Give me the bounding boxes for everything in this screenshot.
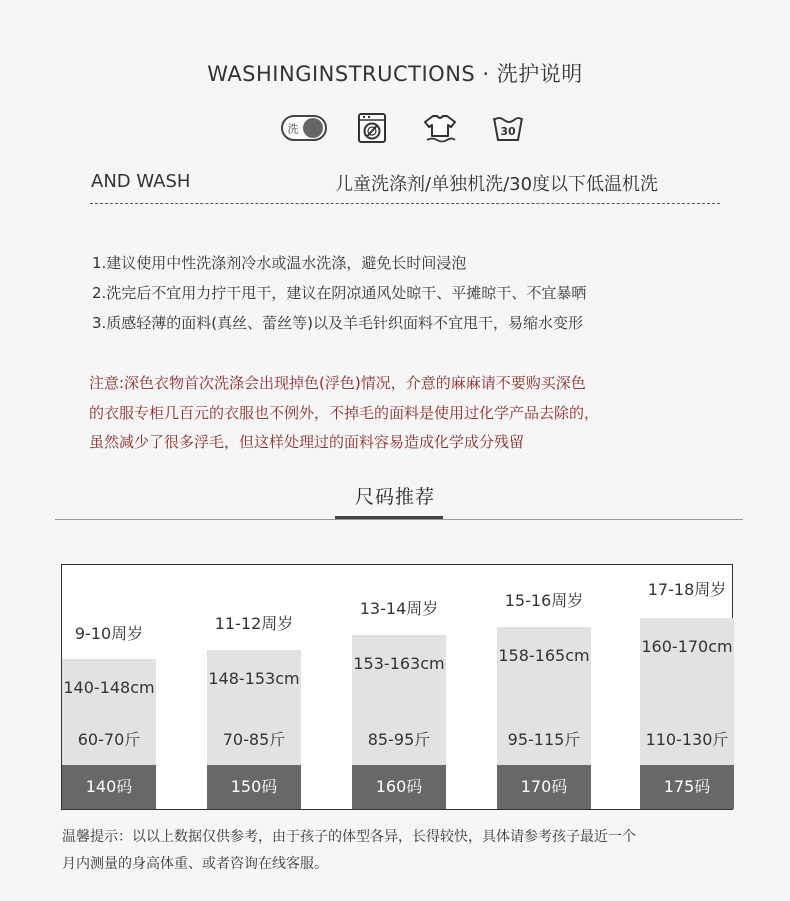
hand-wash-toggle-icon (280, 111, 328, 145)
size-column (207, 565, 301, 809)
washing-title: WASHINGINSTRUCTIONS · 洗护说明 (207, 62, 583, 86)
size-column-fill (207, 650, 301, 765)
age-label: 11-12周岁 (214, 614, 294, 633)
size-column (62, 565, 156, 809)
age-label: 17-18周岁 (647, 580, 727, 599)
wash-30-icon (484, 111, 532, 145)
size-label: 175码 (640, 765, 734, 809)
size-label: 160码 (352, 765, 446, 809)
no-wring-icon (416, 111, 464, 145)
weight-label: 85-95斤 (367, 730, 431, 749)
size-label: 170码 (497, 765, 591, 809)
weight-label: 95-115斤 (507, 730, 581, 749)
size-column-fill (640, 618, 734, 765)
size-footnote (62, 824, 636, 878)
size-column (640, 565, 734, 809)
height-label: 148-153cm (208, 669, 300, 688)
size-section-title: 尺码推荐 (354, 486, 435, 508)
weight-label: 110-130斤 (645, 730, 729, 749)
care-icons-row (280, 110, 532, 146)
tip-item: 1.建议使用中性洗涤剂冷水或温水洗涤，避免长时间浸泡 (92, 254, 467, 272)
height-label: 160-170cm (641, 637, 733, 656)
washing-machine-icon (348, 111, 396, 145)
height-label: 158-165cm (498, 646, 590, 665)
dye-notice (89, 369, 599, 458)
height-label: 140-148cm (63, 678, 155, 697)
size-chart (61, 564, 733, 810)
washing-tips (92, 248, 586, 338)
notice-line: 注意:深色衣物首次洗涤会出现掉色(浮色)情况，介意的麻麻请不要购买深色 (89, 374, 586, 392)
age-label: 15-16周岁 (504, 591, 584, 610)
notice-line: 虽然减少了很多浮毛，但这样处理过的面料容易造成化学成分残留 (89, 433, 525, 451)
footnote-line: 月内测量的身高体重、或者咨询在线客服。 (62, 856, 328, 872)
size-divider (55, 519, 743, 520)
weight-label: 70-85斤 (222, 730, 286, 749)
age-label: 9-10周岁 (74, 624, 144, 643)
tip-item: 3.质感轻薄的面料(真丝、蕾丝等)以及羊毛针织面料不宜甩干，易缩水变形 (92, 314, 584, 332)
size-label: 150码 (207, 765, 301, 809)
tip-item: 2.洗完后不宜用力拧干甩干，建议在阴凉通风处晾干、平摊晾干、不宜暴晒 (92, 284, 587, 302)
hand-wash-label: AND WASH (91, 171, 191, 192)
dashed-divider (90, 203, 720, 204)
age-label: 13-14周岁 (359, 599, 439, 618)
size-label: 140码 (62, 765, 156, 809)
size-column (497, 565, 591, 809)
wash-summary: 儿童洗涤剂/单独机洗/30度以下低温机洗 (335, 174, 659, 195)
footnote-line: 温馨提示：以以上数据仅供参考，由于孩子的体型各异，长得较快，具体请参考孩子最近一个 (62, 829, 636, 845)
wash-temp-text: 30 (500, 125, 516, 138)
size-column-fill (352, 635, 446, 765)
size-column-fill (62, 659, 156, 765)
size-column-fill (497, 627, 591, 765)
size-column (352, 565, 446, 809)
hand-wash-icon-text: 洗 (287, 122, 299, 136)
weight-label: 60-70斤 (77, 730, 141, 749)
notice-line: 的衣服专柜几百元的衣服也不例外，不掉毛的面料是使用过化学产品去除的， (89, 403, 600, 422)
height-label: 153-163cm (353, 654, 445, 673)
